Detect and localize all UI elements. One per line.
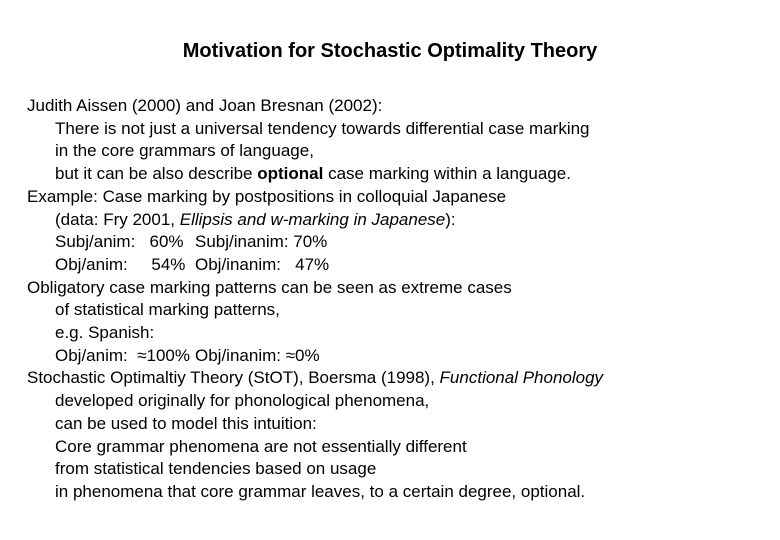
slide-title: Motivation for Stochastic Optimality Theory <box>182 40 598 62</box>
text-line-11: e.g. Spanish: <box>55 323 155 343</box>
stat-obj-inanim: Obj/inanim: 47% <box>195 254 330 274</box>
text-line-17: from statistical tendencies based on usage <box>55 459 377 479</box>
citation-title-fry: Ellipsis and w-marking in Japanese <box>179 209 446 229</box>
stat-row-obj <box>27 254 767 277</box>
text-line-4-post: case marking within a language. <box>323 164 571 184</box>
text-line-1: Judith Aissen (2000) and Joan Bresnan (2002): <box>27 96 383 115</box>
stat-row-spanish <box>27 345 767 368</box>
slide-body <box>27 95 767 504</box>
stat-row-subj <box>27 231 767 254</box>
text-line-3: in the core grammars of language, <box>55 141 314 161</box>
text-line-4 <box>27 163 767 186</box>
text-line-14: developed originally for phonological phenomena, <box>55 391 430 411</box>
text-line-2: There is not just a universal tendency towards differential case marking <box>55 118 590 138</box>
text-line-6-post: ): <box>445 209 456 229</box>
text-line-5: Example: Case marking by postpositions in colloquial Japanese <box>27 186 507 206</box>
text-line-13-pre: Stochastic Optimaltiy Theory (StOT), Boersma (1998), <box>27 368 440 388</box>
text-line-9: Obligatory case marking patterns can be seen as extreme cases <box>27 277 512 297</box>
stat-subj-inanim: Subj/inanim: 70% <box>195 232 328 252</box>
text-line-15: can be used to model this intuition: <box>55 413 317 433</box>
text-line-13 <box>27 367 767 390</box>
stat-spanish-obj-inanim: Obj/inanim: ≈0% <box>195 345 320 365</box>
text-line-4-pre: but it can be also describe <box>55 164 258 184</box>
text-line-6 <box>27 209 767 232</box>
stat-subj-anim: Subj/anim: 60% <box>55 232 184 252</box>
emphasis-optional: optional <box>257 164 324 184</box>
text-line-16: Core grammar phenomena are not essentially different <box>55 436 467 456</box>
stat-spanish-obj-anim: Obj/anim: ≈100% <box>55 345 191 365</box>
text-line-10: of statistical marking patterns, <box>55 300 280 320</box>
text-line-18: in phenomena that core grammar leaves, to a certain degree, optional. <box>55 481 586 501</box>
stat-obj-anim: Obj/anim: 54% <box>55 254 186 274</box>
citation-title-boersma: Functional Phonology <box>439 368 604 388</box>
text-line-6-pre: (data: Fry 2001, <box>55 209 180 229</box>
